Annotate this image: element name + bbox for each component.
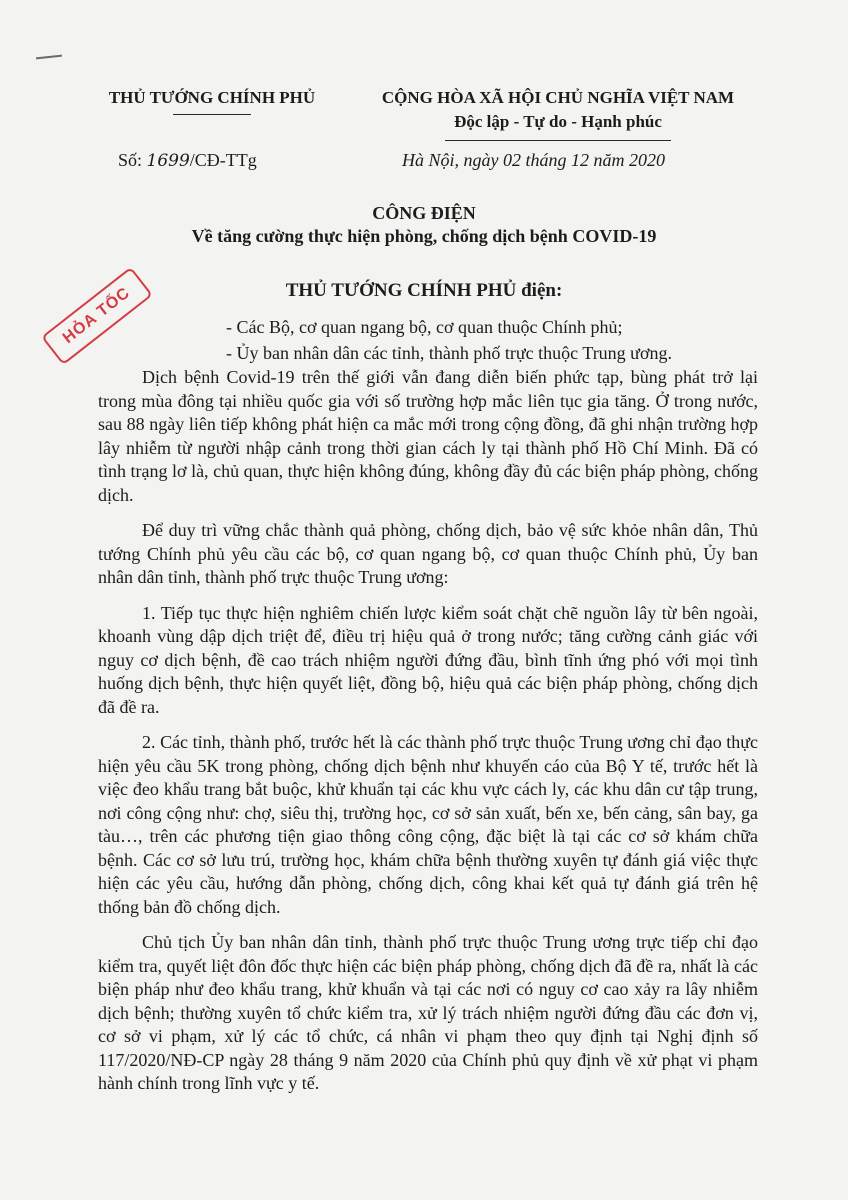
motto: Độc lập - Tự do - Hạnh phúc <box>454 112 662 131</box>
issuer-block <box>92 88 332 115</box>
number-suffix: /CĐ-TTg <box>189 150 257 170</box>
recipient-item: - Ủy ban nhân dân các tỉnh, thành phố trực thuộc Trung ương. <box>226 343 672 363</box>
urgent-stamp: HỎA TỐC <box>41 267 153 366</box>
issuer-name: THỦ TƯỚNG CHÍNH PHỦ <box>108 88 316 107</box>
recipient-item: - Các Bộ, cơ quan ngang bộ, cơ quan thuộc Chính phủ; <box>226 317 623 337</box>
nation-name: CỘNG HÒA XÃ HỘI CHỦ NGHĨA VIỆT NAM <box>381 88 735 107</box>
issuer-underline <box>173 114 251 115</box>
recipients-list <box>226 314 672 366</box>
document-body <box>98 366 758 1108</box>
national-header <box>352 86 764 141</box>
body-paragraph: Chủ tịch Ủy ban nhân dân tỉnh, thành phố trực thuộc Trung ương trực tiếp chỉ đạo kiểm tra, quyết liệt đôn đốc thực hiện các biện pháp phòng, chống dịch đã đề ra, nhất là các biện pháp như đeo khẩu trang, khử khuẩn và tại các nơi có nguy cơ cao xảy ra lây nhiễm dịch bệnh; thường xuyên tổ chức kiểm tra, xử lý trách nhiệm người đứng đầu các đơn vị, cơ sở vi phạm, xử lý các tổ chức, cá nhân vi phạm theo quy định tại Nghị định số 117/2020/NĐ-CP ngày 28 tháng 9 năm 2020 của Chính phủ quy định về xử phạt vi phạm hành chính trong lĩnh vực y tế. <box>98 932 758 1093</box>
dateline: Hà Nội, ngày 02 tháng 12 năm 2020 <box>402 150 665 170</box>
body-paragraph: 1. Tiếp tục thực hiện nghiêm chiến lược kiểm soát chặt chẽ nguồn lây từ bên ngoài, khoanh vùng dập dịch triệt để, điều trị hiệu quả ở trong nước; tăng cường cảnh giác với nguy cơ dịch bệnh, đề cao trách nhiệm người đứng đầu, bình tĩnh ứng phó với mọi tình huống dịch bệnh, thực hiện quyết liệt, đồng bộ, hiệu quả các biện pháp phòng, chống dịch đã đề ra. <box>98 602 758 717</box>
motto-underline <box>445 140 671 141</box>
document-subject: Về tăng cường thực hiện phòng, chống dịch bệnh COVID-19 <box>191 226 657 246</box>
sender-line: THỦ TƯỚNG CHÍNH PHỦ điện: <box>285 280 563 301</box>
document-type: CÔNG ĐIỆN <box>372 203 476 223</box>
document-number <box>118 150 257 171</box>
pen-mark <box>36 55 62 60</box>
body-paragraph: Để duy trì vững chắc thành quả phòng, chống dịch, bảo vệ sức khỏe nhân dân, Thủ tướng Chính phủ yêu cầu các bộ, cơ quan ngang bộ, cơ quan thuộc Chính phủ, Ủy ban nhân dân tỉnh, thành phố trực thuộc Trung ương: <box>98 520 758 587</box>
body-paragraph: Dịch bệnh Covid-19 trên thế giới vẫn đang diễn biến phức tạp, bùng phát trở lại trong mùa đông tại nhiều quốc gia với số trường hợp mắc liên tục gia tăng. Ở trong nước, sau 88 ngày liên tiếp không phát hiện ca mắc mới trong cộng đồng, đã ghi nhận trường hợp lây nhiễm từ người nhập cảnh trong thời gian cách ly tại thành phố Hồ Chí Minh. Đã có tình trạng lơ là, chủ quan, thực hiện không đúng, không đầy đủ các biện pháp phòng, chống dịch. <box>98 367 758 505</box>
body-paragraph: 2. Các tỉnh, thành phố, trước hết là các thành phố trực thuộc Trung ương chỉ đạo thực hiện yêu cầu 5K trong phòng, chống dịch bệnh như khuyến cáo của Bộ Y tế, trước hết là việc đeo khẩu trang bắt buộc, khử khuẩn tại các khu vực cách ly, các khu dân cư tập trung, nơi công cộng như: chợ, siêu thị, trường học, cơ sở sản xuất, bến xe, bến cảng, sân bay, ga tàu…, trên các phương tiện giao thông công cộng, đặc biệt là tại các cơ sở khám chữa bệnh. Các cơ sở lưu trú, trường học, khám chữa bệnh thường xuyên tự đánh giá việc thực hiện các yêu cầu, hướng dẫn phòng, chống dịch, công khai kết quả tự đánh giá trên hệ thống bản đồ chống dịch. <box>98 732 758 917</box>
number-prefix: Số: <box>118 150 143 170</box>
number-handwritten: 1699 <box>146 151 190 171</box>
